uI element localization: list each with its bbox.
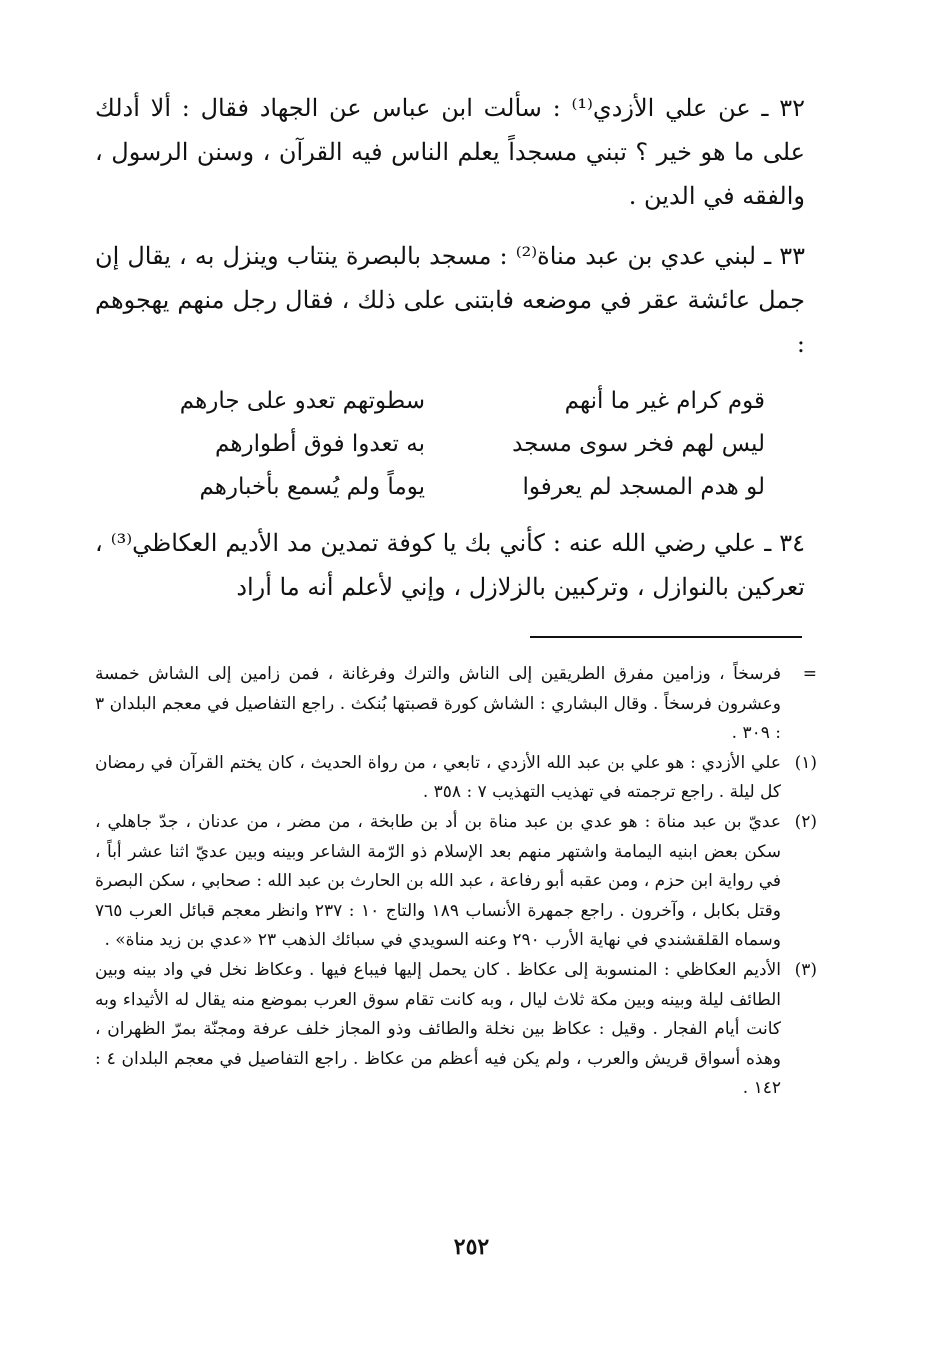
- main-body-continued: [95, 521, 805, 609]
- footnote-marker: (٢): [794, 811, 817, 832]
- footnote-text: عديّ بن عبد مناة : هو عدي بن عبد مناة بن أد بن طابخة ، من مضر ، من عدنان ، جدّ جاهلي ، سكن بعض ابنيه اليمامة واشتهر منهم بعد الإسلام ذو الرّمة الشاعر وبينه وبين عديّ اثنا عشر أباً ، في رواية ابن حزم ، ومن عقبه أبو رفاعة ، عبد الله بن الحارث بن عبد الله : صحابي ، سكن البصرة وقتل بكابل ، وآخرون . راجع جمهرة الأنساب ١٨٩ والتاج ١٠ : ٢٣٧ وانظر معجم قبائل العرب ٧٦٥ وسماه القلقشندي في نهاية الأرب ٢٩٠ وعنه السويدي في سبائك الذهب ٢٣ «عدي بن زيد مناة» .: [95, 811, 781, 951]
- footnote-separator: [530, 636, 802, 638]
- poem-second-hemistich: به تعدوا فوق أطوارهم: [215, 431, 425, 457]
- poem-first-hemistich: لو هدم المسجد لم يعرفوا: [522, 474, 765, 500]
- poem-line: [125, 380, 765, 423]
- footnote-marker: (١): [794, 752, 817, 773]
- paragraph-32: ٣٢ ـ عن علي الأزدي⁽¹⁾ : سألت ابن عباس عن الجهاد فقال : ألا أدلك على ما هو خير ؟ تبني مسجداً يعلم الناس فيه القرآن ، وسنن الرسول ، والفقه في الدين .: [95, 94, 805, 210]
- paragraph-33: ٣٣ ـ لبني عدي بن عبد مناة⁽²⁾ : مسجد بالبصرة ينتاب وينزل به ، يقال إن جمل عائشة عقر في موضعه فابتنى على ذلك ، فقال رجل منهم يهجوهم :: [95, 242, 806, 358]
- main-body: [95, 86, 805, 366]
- footnote-text: الأديم العكاظي : المنسوبة إلى عكاظ . كان يحمل إليها فيباع فيها . وعكاظ نخل في واد بينه وبين الطائف ليلة وبينه وبين مكة ثلاث ليال ، وبه كانت تقام سوق العرب بموضع منه يقال له الأثيداء وبه كانت أيام الفجار . وقيل : عكاظ بين نخلة والطائف وذو المجاز خلف عرفة ومجنّة بمرّ الظهران ، وهذه أسواق قريش والعرب ، ولم يكن فيه أعظم من عكاظ . راجع التفاصيل في معجم البلدان ٤ : ١٤٢ .: [95, 959, 781, 1099]
- page-number: ٢٥٢: [453, 1234, 490, 1260]
- footnotes: [95, 660, 817, 1104]
- poem-second-hemistich: يوماً ولم يُسمع بأخبارهم: [199, 474, 425, 500]
- poem-second-hemistich: سطوتهم تعدو على جارهم: [179, 388, 425, 414]
- poem: [95, 380, 805, 509]
- footnote-marker: =: [802, 664, 817, 684]
- footnote-text: فرسخاً ، وزامين مفرق الطريقين إلى الناش والترك وفرغانة ، فمن زامين إلى الشاش خمسة وعشرون فرسخاً . وقال البشاري : الشاش كورة قصبتها بُنكث . راجع التفاصيل في معجم البلدان ٣ : ٣٠٩ .: [95, 664, 781, 744]
- footnote-continuation: [95, 660, 817, 749]
- poem-line: [125, 466, 765, 509]
- footnote-marker: (٣): [794, 959, 817, 980]
- poem-line: [125, 423, 765, 466]
- footnote-text: علي الأزدي : هو علي بن عبد الله الأزدي ، تابعي ، من رواة الحديث ، كان يختم القرآن في رمضان كل ليلة . راجع ترجمته في تهذيب التهذيب ٧ : ٣٥٨ .: [95, 752, 781, 803]
- poem-first-hemistich: قوم كرام غير ما أنهم: [564, 388, 765, 414]
- footnote-1: [95, 749, 817, 808]
- paragraph-34: ٣٤ ـ علي رضي الله عنه : كأني بك يا كوفة تمدين مد الأديم العكاظي⁽³⁾ ، تعركين بالنوازل ، وتركبين بالزلازل ، وإني لأعلم أنه ما أراد: [95, 529, 805, 601]
- footnote-3: [95, 956, 817, 1104]
- poem-first-hemistich: ليس لهم فخر سوى مسجد: [512, 431, 765, 457]
- footnote-2: [95, 808, 817, 956]
- main-text: [95, 86, 805, 609]
